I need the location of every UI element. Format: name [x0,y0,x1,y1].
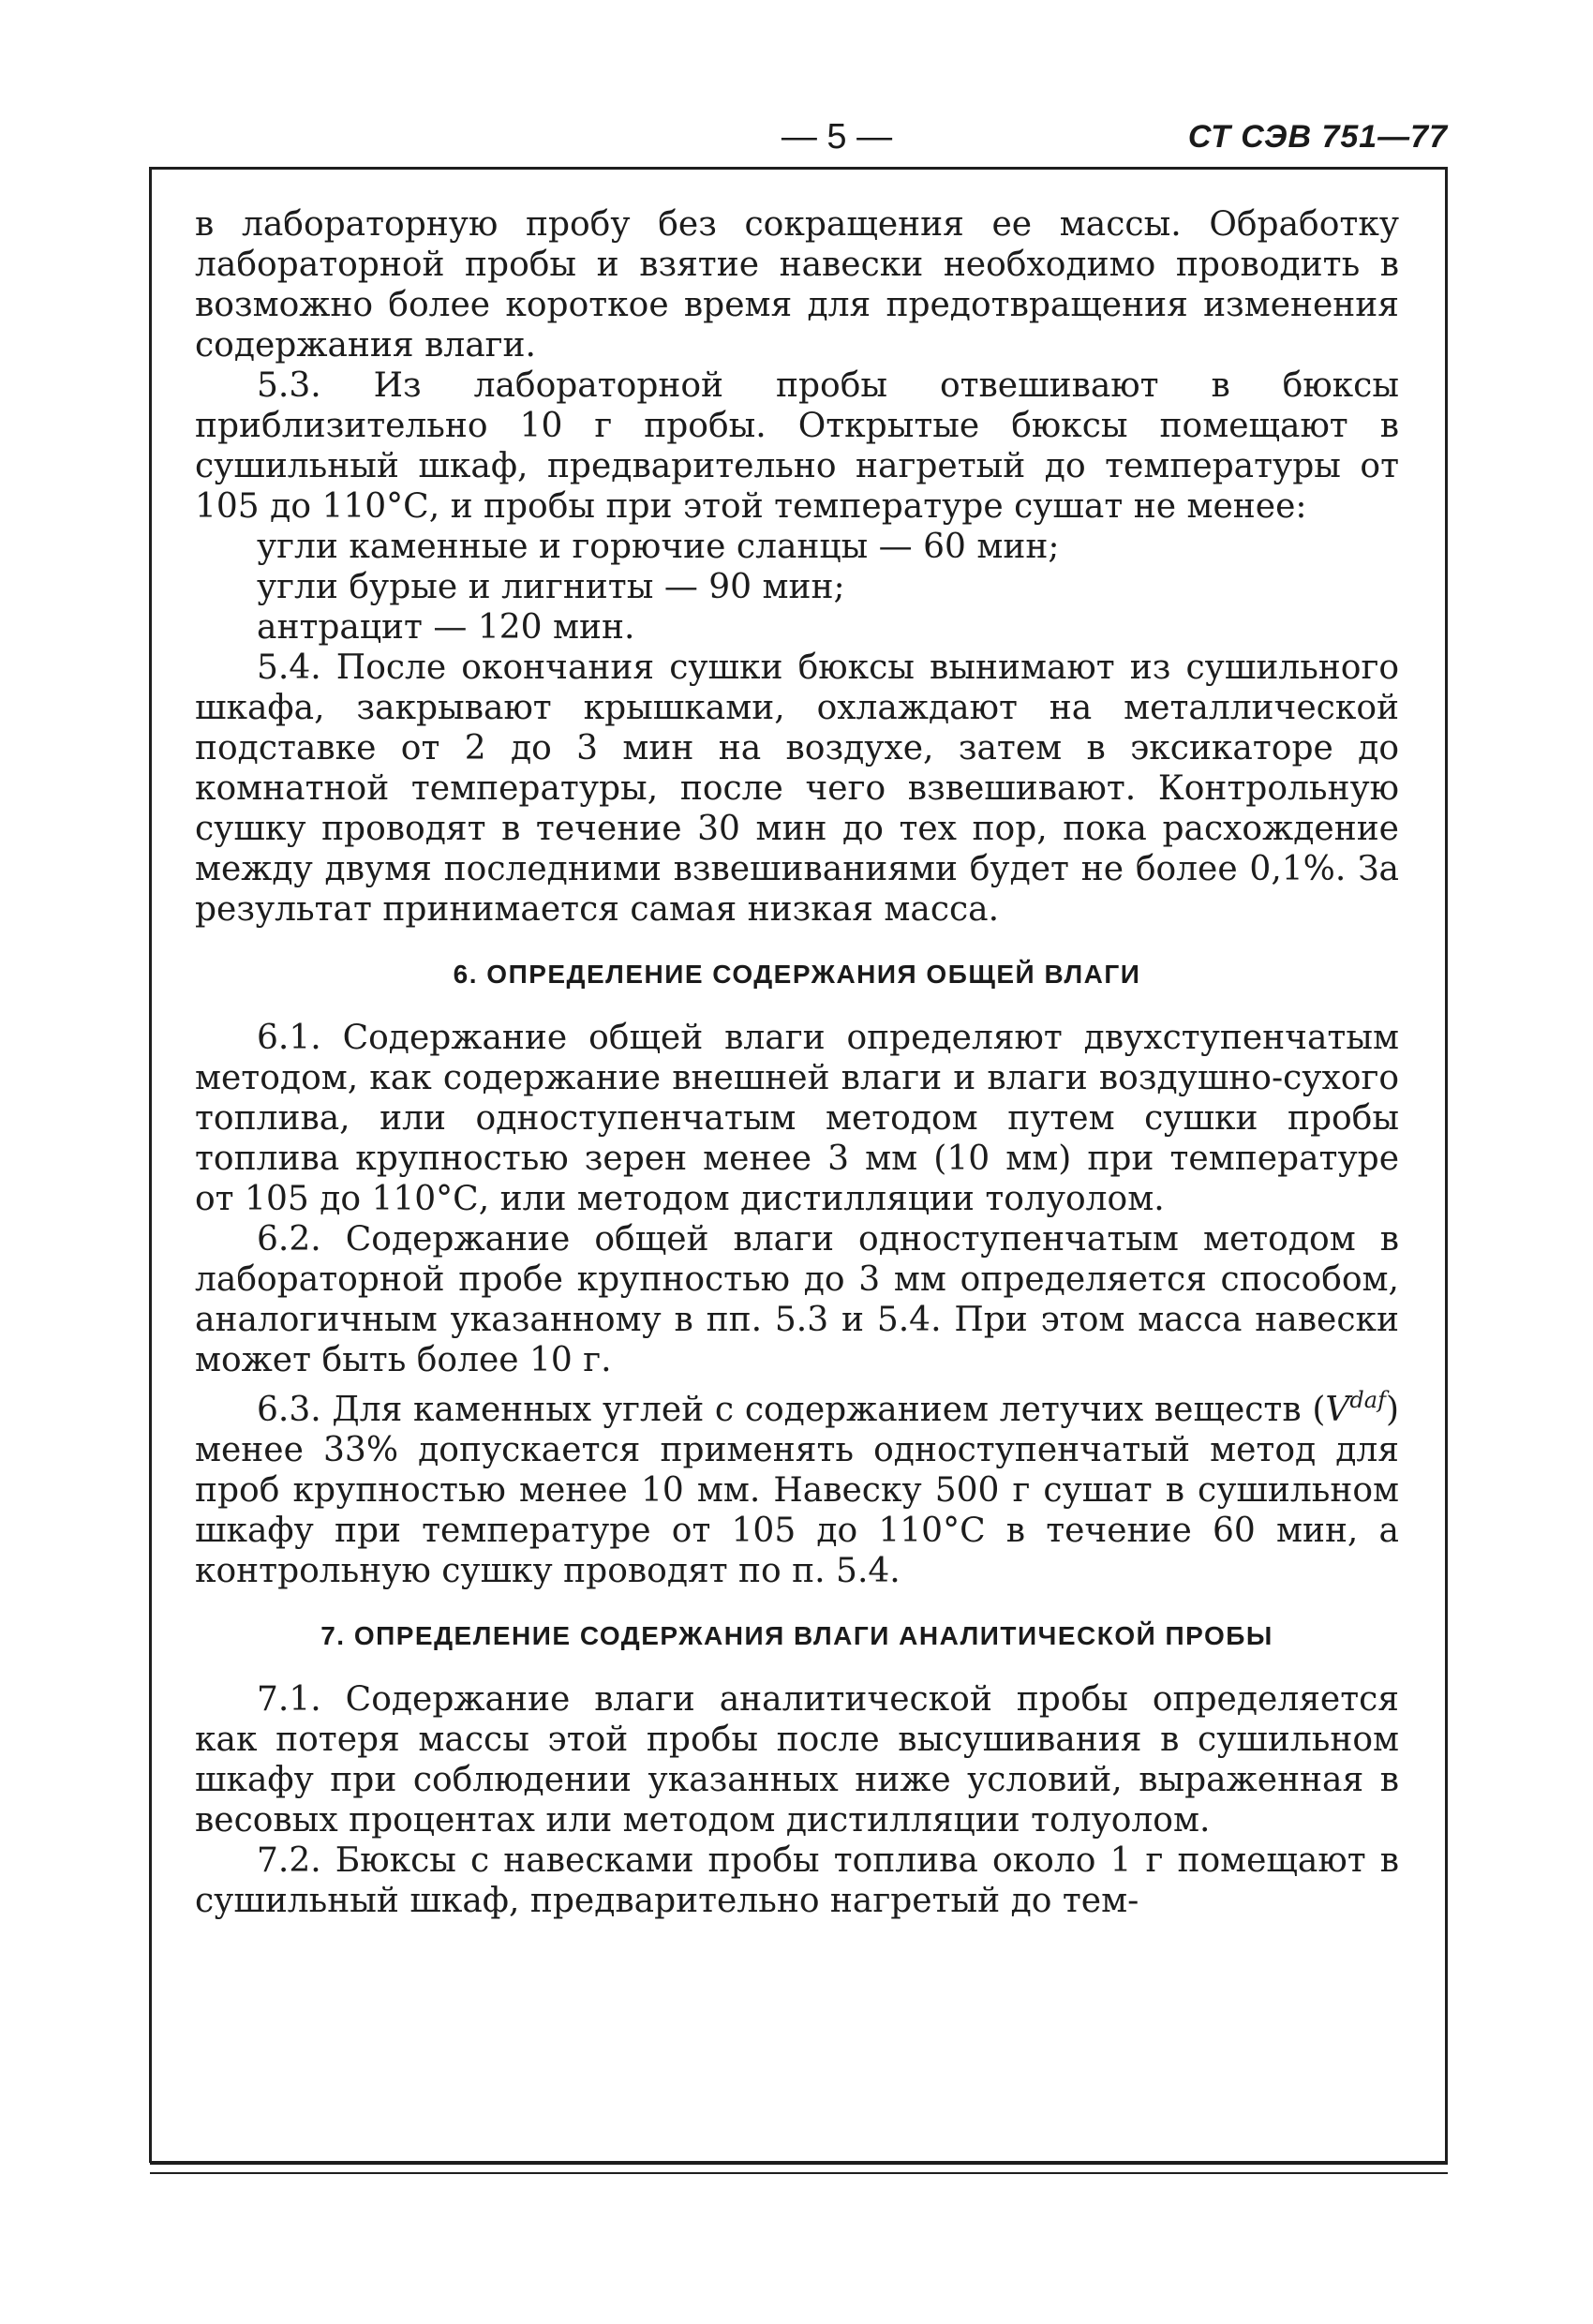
volatile-symbol: V [1325,1391,1350,1429]
frame-top-rule [150,167,1448,170]
paragraph-6-3-text-b: ) менее 33% допускается применять одноступенчатый метод для проб крупностью менее 10 мм. Навеску 500 г сушат в сушильном шкафу при температуре от 105 до 110°С в течение 60 мин, а контрольную сушку проводят по п. 5.4. [195,1391,1399,1590]
drying-time-item: угли бурые и лигниты — 90 мин; [257,568,845,606]
frame-left-rule [149,167,152,2163]
section-heading-7: 7. ОПРЕДЕЛЕНИЕ СОДЕРЖАНИЯ ВЛАГИ АНАЛИТИЧЕСКОЙ ПРОБЫ [320,1621,1273,1650]
volatile-superscript: daf [1349,1387,1386,1413]
paragraph-6-1: 6.1. Содержание общей влаги определяют двухступенчатым методом, как содержание внешней влаги и влаги воздушно-сухого топлива, или одноступенчатым методом путем сушки пробы топлива крупностью зерен менее 3 мм (10 мм) при температуре от 105 до 110°С, или методом дистилляции толуолом. [195,1019,1399,1218]
frame-bottom-rule [150,2161,1448,2165]
page-header [150,111,1448,163]
frame-right-rule [1445,167,1448,2163]
paragraph-7-2: 7.2. Бюксы с навесками пробы топлива около 1 г помещают в сушильный шкаф, предварительно нагретый до тем- [195,1841,1399,1920]
paragraph-6-3 [195,1380,1399,1591]
paragraph-6-3-text-a: 6.3. Для каменных углей с содержанием летучих веществ ( [257,1391,1326,1429]
page-number: — 5 — [781,117,893,156]
paragraph-5-3: 5.3. Из лабораторной пробы отвешивают в бюксы приблизительно 10 г пробы. Открытые бюксы помещают в сушильный шкаф, предварительно нагретый до температуры от 105 до 110°С, и пробы при этой температуре сушат не менее: [195,366,1399,526]
paragraph-5-4: 5.4. После окончания сушки бюксы вынимают из сушильного шкафа, закрывают крышками, охлаждают на металлической подставке от 2 до 3 мин на воздухе, затем в эксикаторе до комнатной температуры, после чего взвешивают. Контрольную сушку проводят в течение 30 мин до тех пор, пока расхождение между двумя последними взвешиваниями будет не более 0,1%. За результат принимается самая низкая масса. [195,648,1399,929]
paragraph-continued: в лабораторную пробу без сокращения ее массы. Обработку лабораторной пробы и взятие навески необходимо проводить в возможно более короткое время для предотвращения изменения содержания влаги. [195,205,1399,365]
drying-time-item: антрацит — 120 мин. [257,608,635,647]
frame-bottom-rule-thin [150,2172,1448,2174]
paragraph-6-2: 6.2. Содержание общей влаги одноступенчатым методом в лабораторной пробе крупностью до 3 мм определяется способом, аналогичным указанному в пп. 5.3 и 5.4. При этом масса навески может быть более 10 г. [195,1220,1399,1379]
section-heading-6: 6. ОПРЕДЕЛЕНИЕ СОДЕРЖАНИЯ ОБЩЕЙ ВЛАГИ [453,960,1141,989]
paragraph-7-1: 7.1. Содержание влаги аналитической пробы определяется как потеря массы этой пробы после высушивания в сушильном шкафу при соблюдении указанных ниже условий, выраженная в весовых процентах или методом дистилляции толуолом. [195,1680,1399,1840]
drying-time-item: угли каменные и горючие сланцы — 60 мин; [257,528,1060,566]
document-code: СТ СЭВ 751—77 [1187,119,1448,155]
page-content [195,204,1399,1921]
